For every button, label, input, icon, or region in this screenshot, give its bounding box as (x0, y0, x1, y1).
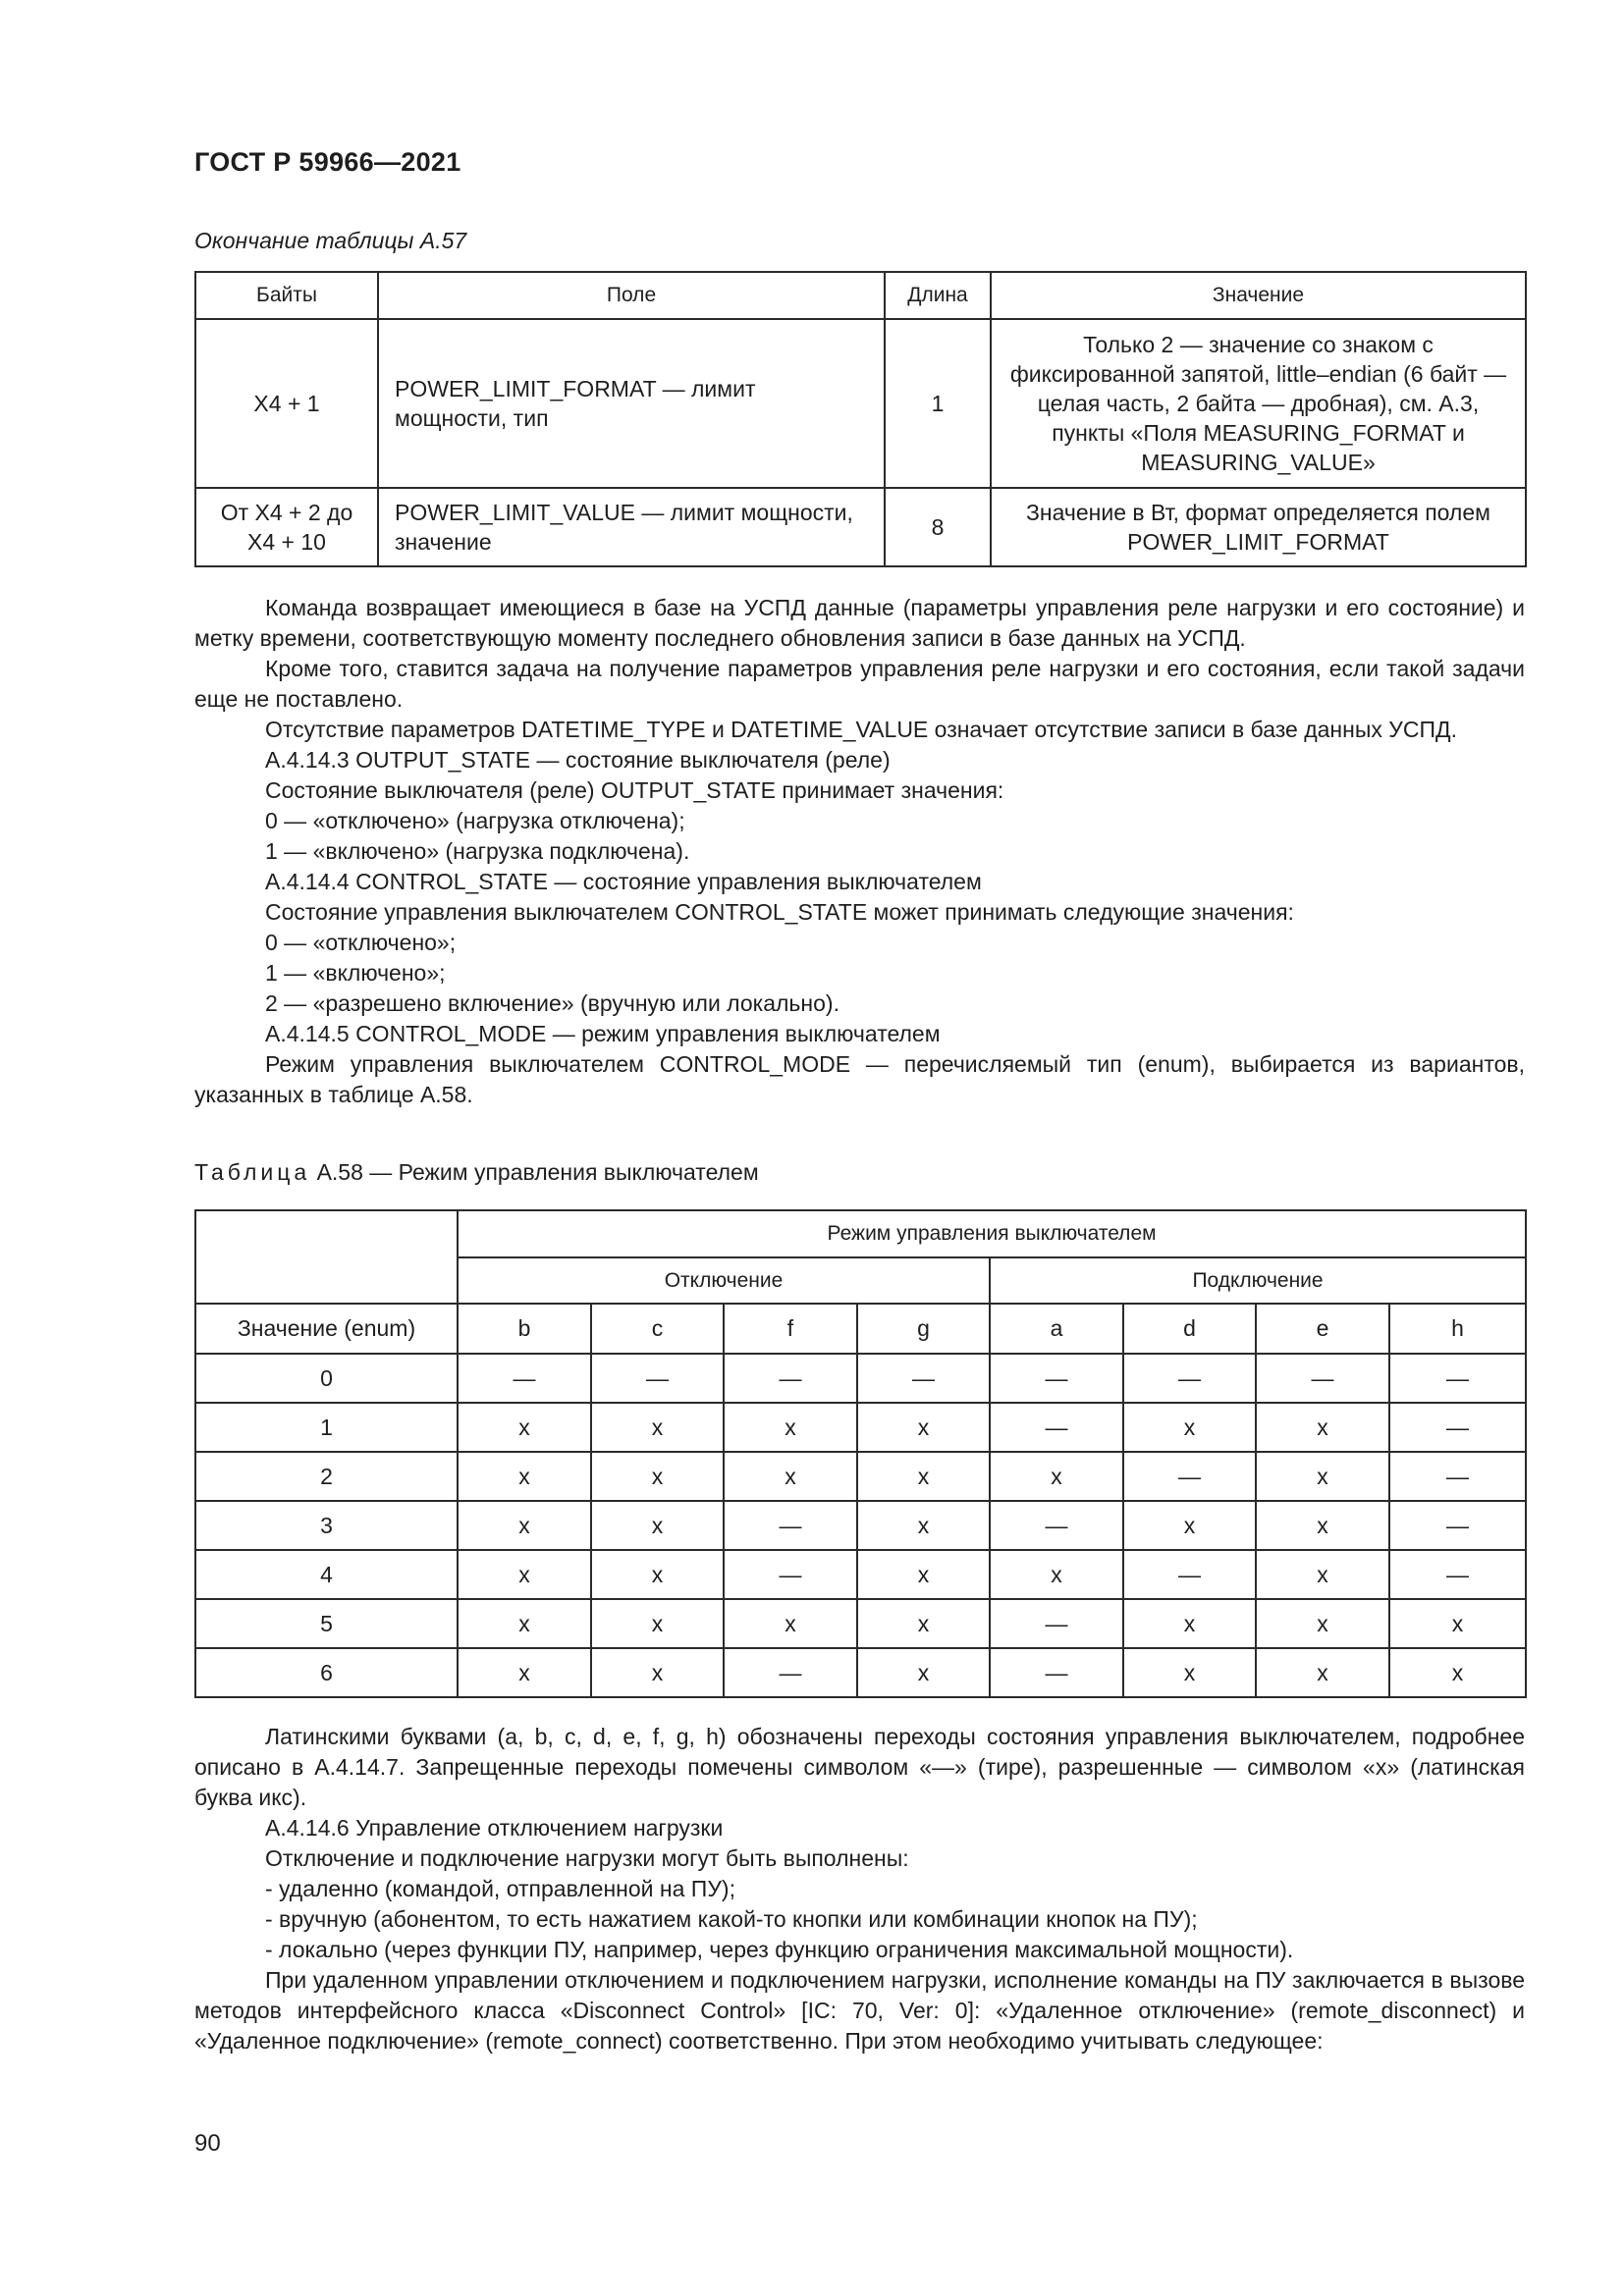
column-header: h (1389, 1304, 1526, 1354)
table-row (195, 488, 1526, 566)
paragraph: Состояние выключателя (реле) OUTPUT_STATE принимает значения: (265, 777, 1004, 803)
enum-value-cell: 6 (195, 1648, 458, 1697)
table-cell: х (990, 1550, 1123, 1599)
table-row (195, 1599, 1526, 1648)
table-row (195, 1354, 1526, 1403)
table-cell: — (990, 1501, 1123, 1550)
list-item: 1 — «включено» (нагрузка подключена). (265, 838, 690, 864)
table-cell: х (857, 1648, 990, 1697)
table-cell: — (1389, 1452, 1526, 1501)
cell-field: POWER_LIMIT_FORMAT — лимит мощности, тип (378, 319, 885, 488)
cell-length: 8 (885, 488, 991, 566)
table-cell: х (591, 1403, 724, 1452)
list-item: - локально (через функции ПУ, например, через функцию ограничения максимальной мощности). (265, 1937, 1294, 1962)
table-cell: х (1256, 1501, 1389, 1550)
table-cell: х (1123, 1599, 1256, 1648)
column-label-row (195, 1304, 1526, 1354)
table-cell: х (857, 1599, 990, 1648)
table-cell: — (1389, 1403, 1526, 1452)
table-cell: х (591, 1452, 724, 1501)
page-number: 90 (194, 2130, 221, 2157)
enum-value-cell: 2 (195, 1452, 458, 1501)
table57-caption: Окончание таблицы А.57 (194, 228, 467, 253)
table-cell: — (1389, 1501, 1526, 1550)
paragraph: При удаленном управлении отключением и подключением нагрузки, исполнение команды на ПУ заключается в вызове методов интерфейсного класса «Disconnect Control» [IC: 70, Ver: 0]: «Удаленное отключение» (remote_disconnect) и «Удаленное подключение» (remote_connect) соответственно. При этом необходимо учитывать следующее: (194, 1967, 1525, 2054)
body-text-1 (194, 593, 1525, 1110)
paragraph: Режим управления выключателем CONTROL_MODE — перечисляемый тип (enum), выбирается из вариантов, указанных в таблице А.58. (194, 1051, 1525, 1107)
column-header: Поле (378, 272, 885, 319)
table-cell: х (458, 1403, 591, 1452)
list-item: 1 — «включено»; (265, 960, 446, 986)
table-cell: х (458, 1550, 591, 1599)
table-cell: х (458, 1648, 591, 1697)
table-57 (194, 271, 1527, 567)
paragraph: Команда возвращает имеющиеся в базе на УСПД данные (параметры управления реле нагрузки и его состояние) и метку времени, соответствующую моменту последнего обновления записи в базе данных на УСПД. (194, 595, 1525, 651)
table-cell: х (724, 1599, 857, 1648)
table-row (195, 1648, 1526, 1697)
section-heading: А.4.14.4 CONTROL_STATE — состояние управления выключателем (265, 869, 982, 894)
table-header-row (195, 272, 1526, 319)
table-row (195, 1452, 1526, 1501)
column-header: e (1256, 1304, 1389, 1354)
table-cell: — (857, 1354, 990, 1403)
table-cell: х (1256, 1550, 1389, 1599)
section-heading: А.4.14.5 CONTROL_MODE — режим управления выключателем (265, 1021, 941, 1046)
table-row (195, 1501, 1526, 1550)
enum-value-cell: 5 (195, 1599, 458, 1648)
table-row (195, 1550, 1526, 1599)
table-58 (194, 1209, 1527, 1698)
table-cell: х (458, 1501, 591, 1550)
list-item: 2 — «разрешено включение» (вручную или локально). (265, 990, 839, 1016)
column-header: d (1123, 1304, 1256, 1354)
enum-value-cell: 4 (195, 1550, 458, 1599)
enum-value-cell: 3 (195, 1501, 458, 1550)
list-item: - удаленно (командой, отправленной на ПУ); (265, 1876, 735, 1901)
table-cell: — (724, 1501, 857, 1550)
cell-value: Значение в Вт, формат определяется полем POWER_LIMIT_FORMAT (991, 488, 1526, 566)
caption-title: А.58 — Режим управления выключателем (316, 1159, 759, 1185)
table-cell: — (1123, 1550, 1256, 1599)
table-cell: х (1256, 1648, 1389, 1697)
column-header: Значение (991, 272, 1526, 319)
column-header: g (857, 1304, 990, 1354)
table-cell: х (724, 1452, 857, 1501)
enum-value-cell: 1 (195, 1403, 458, 1452)
table-cell: х (591, 1501, 724, 1550)
table-cell: — (990, 1403, 1123, 1452)
table-cell: х (591, 1648, 724, 1697)
group-header: Режим управления выключателем (458, 1210, 1526, 1257)
table-cell: х (591, 1599, 724, 1648)
table-cell: х (1123, 1403, 1256, 1452)
table-cell: х (857, 1550, 990, 1599)
table-cell: х (458, 1452, 591, 1501)
table-row (195, 1403, 1526, 1452)
paragraph: Кроме того, ставится задача на получение параметров управления реле нагрузки и его состояния, если такой задачи еще не поставлено. (194, 656, 1525, 712)
row-label-header: Значение (enum) (195, 1304, 458, 1354)
paragraph: Латинскими буквами (a, b, c, d, e, f, g, h) обозначены переходы состояния управления выключателем, подробнее описано в А.4.14.7. Запрещенные переходы помечены символом «—» (тире), разрешенные — символом «х» (латинская буква икс). (194, 1724, 1525, 1810)
table-cell: — (990, 1648, 1123, 1697)
table-cell: — (724, 1354, 857, 1403)
table-cell: — (458, 1354, 591, 1403)
paragraph: Отсутствие параметров DATETIME_TYPE и DATETIME_VALUE означает отсутствие записи в базе данных УСПД. (265, 717, 1457, 742)
column-header: f (724, 1304, 857, 1354)
table-cell: — (724, 1648, 857, 1697)
cell-value: Только 2 — значение со знаком с фиксированной запятой, little–endian (6 байт — целая часть, 2 байта — дробная), см. А.3, пункты «Поля MEASURING_FORMAT и MEASURING_VALUE» (991, 319, 1526, 488)
cell-field: POWER_LIMIT_VALUE — лимит мощности, значение (378, 488, 885, 566)
table-row (195, 319, 1526, 488)
table-cell: х (591, 1550, 724, 1599)
list-item: - вручную (абонентом, то есть нажатием какой-то кнопки или комбинации кнопок на ПУ); (265, 1906, 1198, 1932)
table-cell: х (458, 1599, 591, 1648)
column-header: c (591, 1304, 724, 1354)
table-cell: х (1256, 1599, 1389, 1648)
corner-cell (195, 1210, 458, 1304)
table-cell: — (1256, 1354, 1389, 1403)
group-header-row (195, 1210, 1526, 1257)
cell-length: 1 (885, 319, 991, 488)
table-cell: — (1389, 1354, 1526, 1403)
list-item: 0 — «отключено» (нагрузка отключена); (265, 808, 685, 833)
table-cell: — (1123, 1354, 1256, 1403)
column-header: Длина (885, 272, 991, 319)
table-cell: х (857, 1403, 990, 1452)
list-item: 0 — «отключено»; (265, 930, 457, 955)
table-cell: х (1123, 1648, 1256, 1697)
subgroup-off: Отключение (458, 1257, 990, 1304)
enum-value-cell: 0 (195, 1354, 458, 1403)
section-heading: А.4.14.3 OUTPUT_STATE — состояние выключателя (реле) (265, 747, 891, 773)
table-cell: х (1389, 1648, 1526, 1697)
table-cell: — (1123, 1452, 1256, 1501)
table-cell: х (724, 1403, 857, 1452)
table-cell: х (857, 1452, 990, 1501)
column-header: Байты (195, 272, 378, 319)
column-header: a (990, 1304, 1123, 1354)
table-cell: — (990, 1354, 1123, 1403)
table-cell: — (591, 1354, 724, 1403)
body-text-2 (194, 1722, 1525, 2056)
document-header: ГОСТ Р 59966—2021 (194, 147, 461, 177)
caption-prefix: Таблица (194, 1159, 311, 1185)
table-cell: х (1256, 1452, 1389, 1501)
cell-bytes: От Х4 + 2 до Х4 + 10 (195, 488, 378, 566)
paragraph: Отключение и подключение нагрузки могут быть выполнены: (265, 1845, 909, 1871)
paragraph: Состояние управления выключателем CONTROL_STATE может принимать следующие значения: (265, 899, 1294, 925)
table-cell: — (724, 1550, 857, 1599)
table-cell: — (1389, 1550, 1526, 1599)
column-header: b (458, 1304, 591, 1354)
table-cell: — (990, 1599, 1123, 1648)
cell-bytes: Х4 + 1 (195, 319, 378, 488)
subgroup-on: Подключение (990, 1257, 1526, 1304)
table-cell: х (1256, 1403, 1389, 1452)
table58-caption (194, 1159, 759, 1186)
table-cell: х (1389, 1599, 1526, 1648)
table-cell: х (990, 1452, 1123, 1501)
table-cell: х (857, 1501, 990, 1550)
section-heading: А.4.14.6 Управление отключением нагрузки (265, 1815, 724, 1841)
table-cell: х (1123, 1501, 1256, 1550)
